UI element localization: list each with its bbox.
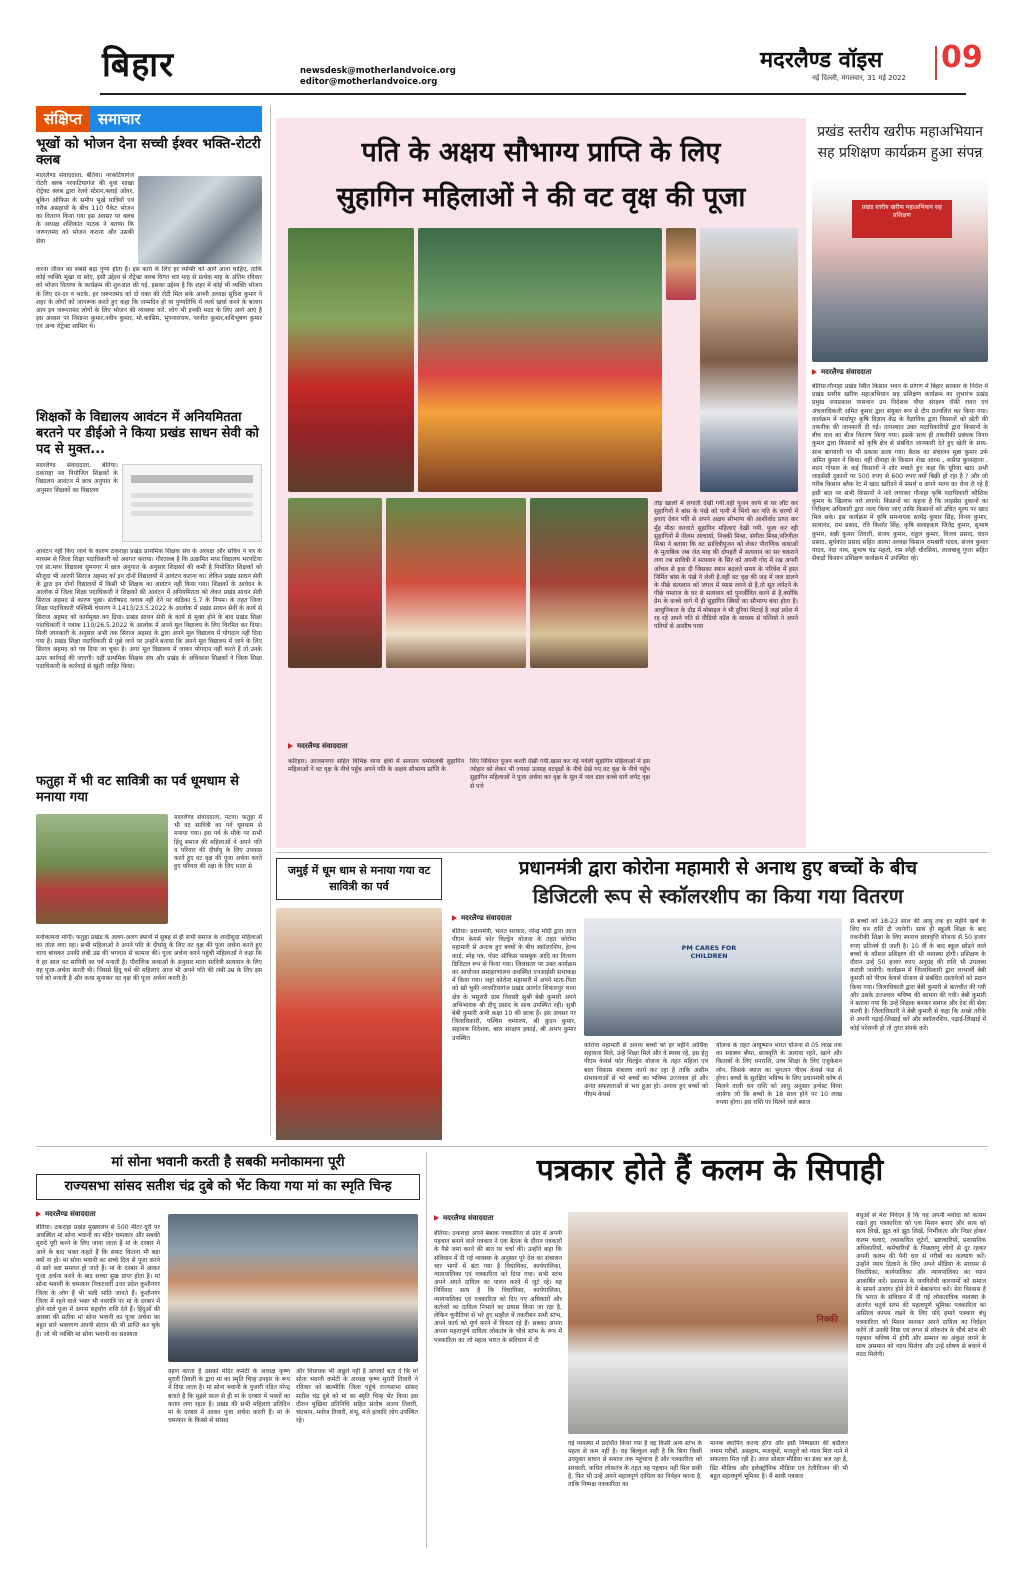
brief2-intro: मदरलैण्ड संवाददाता, बेतिया। ठकराहा नव नियोजित शिक्षकों के विद्यालय आवंटन में छात्र अनुपात के अनुसार शिक्षकों का विद्यालय: [36, 462, 118, 494]
kharif-title: प्रखंड स्तरीय खरीफ महाअभियान सह प्रशिक्षण कार्यक्रम हुआ संपन्न: [817, 124, 983, 161]
email-newsdesk[interactable]: newsdesk@motherlandvoice.org: [300, 66, 456, 76]
fatuha-puja-photo: [36, 814, 168, 924]
video-call-selfie-photo: [700, 228, 798, 492]
pm-text-col1: बेतिया। प्रधानमंत्री, भारत सरकार, नरेन्द्र मोदी द्वारा आज पीएम केयर्स फोर चिल्ड्रेन योजना के तहत कोरोना महामारी से अनाथ हुए बच्चों के बीच स्कॉलरशिप, हेल्थ कार्ड, स्नेह पत्र, पोस्ट ऑफिस पासबुक आदि का वितरण डिजिटल रूप से किया गया। जिलास्तर पर उक्त कार्यक्रम का आयोजन समाहरणालय अवस्थित एनआईसी सभाकक्ष में किया गया। जहां कोरोना महामारी में अपने माता-पिता को खो चुकी नरकटियागंज प्रखंड अंतर्गत शिकारपुर थाना क्षेत्र के भसुरारी ग्राम निवासी सुश्री बेबी कुमारी अपने अभिभावक श्री दीपू प्रसाद के साथ उपस्थित रही। सुश्री बेबी कुमारी अभी कक्षा 10 की छात्रा है। इस अवसर पर जिलाधिकारी, पश्चिम चम्पारण, श्री कुंदन कुमार, सहायक निदेशक, बाल संरक्षण इकाई, श्री अभय कुमार उपस्थित: [452, 928, 576, 1042]
main-headline-line1: पति के अक्षय सौभाग्य प्राप्ति के लिए: [361, 137, 721, 168]
briefs-tag: [36, 106, 262, 132]
section-name: बिहार: [102, 45, 174, 85]
journalist-portrait-photo: [568, 1212, 848, 1434]
mobile-selfie-small: [666, 228, 696, 300]
kharif-banner: प्रखंड स्तरीय खरीफ महाअभियान सह प्रशिक्षण: [852, 200, 952, 238]
tag-sankshipt: संक्षिप्त: [36, 106, 90, 132]
pm-text-col3: योजना के तहत आयुष्मान भारत योजना से 05 लाख तक का स्वास्थ्य बीमा, छात्रवृत्ति के अलावा रहने, खाने और किताबों के लिए धनराशि, उच्च शिक्षा के लिए एजुकेशन लोन, जिसके ब्याज का भुगतान पीएम केयर्स फंड से होगा। बच्चों के सुरक्षित भविष्य के लिए प्रधानमंत्री कोष से मिलने वाली धन राशि को आयु अनुसार इन्वेस्ट किया जायेगा जो कि बच्चों के 18 साल होने पर 10 लाख रुपया होगा। इस राशि पर मिलने वाले ब्याज: [716, 1042, 842, 1107]
patrakar-text-col4: बंधुओं से मेरा निवेदन है कि वह अपनी मर्यादा को कायम रखते हुए पत्रकारिता को एक मिशन बनाएं और सत्य को सत्य लिखें, झूठ को झूठ लिखें, निर्भीकता और निडर होकर कलम चलाएं, तथाकथित लुटेरों, भ्रष्टाचारियों, प्रशासनिक अधिकारियों, कर्मचारियों के पिछलग्गू लोगों से दूर रहकर अपनी कलम की पैनी धार से गरीबों का कल्याण करें। उन्होंने न्याय दिलाने के लिए अपने मीडिया के माध्यम से विधायिका, कार्यपालिका और न्यायपालिका का ध्यान आकर्षित करें। प्रशासन के जनविरोधी कारनामों को समाज के सामने उजागर होने देने में बेबाकपन करें। मेरा विश्वास है कि भारत के संविधान में दी गई लोकतांत्रिक व्यवस्था के अंतर्गत चतुर्थ स्तंभ की महत्वपूर्ण भूमिका पत्रकारिता का अस्तित्व कायम रखने के लिए यदि हमारे पत्रकार बंधु पत्रकारिता को मिशन मानकर अपने दायित्व का निर्वहन करेंगे तो उनकी निष्ठा एवं लगन से लोकतंत्र के चौथे स्तंभ की पहचान भविष्य में होगी और सम्मान का अंकुश लगने के साथ असमान को न्याय मिलेगा और उन्हें शोषण से बचाने में मदद मिलेगी।: [856, 1212, 986, 1359]
sona-bhawani-story: [36, 1152, 420, 1548]
sona-title: राज्यसभा सांसद सतीश चंद्र दुबे को भेंट किया गया मां का स्मृति चिन्ह: [36, 1174, 420, 1200]
main-byline: मदरलैण्ड संवाददाता: [288, 742, 348, 751]
brief3-title: फतुहा में भी वट सावित्री का पर्व धूमधाम से मनाया गया: [36, 774, 239, 805]
pm-cares-story: [448, 856, 988, 1142]
pm-headline-line2: डिजिटली रूप से स्कॉलरशीप का किया गया वितरण: [532, 884, 904, 908]
brief1-intro: मदरलैण्ड संवाददाता, बेतिया। नरकटियागंज रोटरी क्लब नरकटियागंज की युवा शाखा रोट्रेक्ट क्लब द्वारा रेलवे स्टेशन,फ्लाई ओवर, बुकिंग ऑफिस के समीप भूखे यात्रियों एवं गरीब असहायों के बीच 110 पैकेट भोजन का वितरण किया गया इस अवसर पर क्लब के अध्यक्ष शशिकांत पाठक ने बताया कि जरूरतमंद को भोजन कराना और उसकी सेवा: [36, 172, 134, 245]
sona-text-col2: ग्रहण करता है उसको मंदिर कमेटी के अध्यक्ष कृष्ण मुरारी तिवारी के द्वारा मां का स्मृति चिन्ह उपहार के रूप में दिया जाता है। मां सोना भवानी के पुजारी पंडित नरेन्द्र बताते हैं कि मुझरे काल से ही मां के दरबार में भक्तों का कतार लगा रहता है। प्रखंड की सभी महिलाएं प्रतिदिन मां के दरबार में आकर पूजा अर्चना करती हैं। मां के चमत्कार के किस्से से सांसद: [168, 1368, 290, 1425]
page-header: [0, 0, 1024, 100]
jamui-story: [276, 858, 442, 1140]
pm-headline-line1: प्रधानमंत्री द्वारा कोरोना महामारी से अनाथ हुए बच्चों के बीच: [518, 858, 918, 879]
masthead-title: मदरलैण्ड वॉइस: [760, 48, 883, 73]
sona-byline: मदरलैण्ड संवाददाता: [36, 1210, 96, 1219]
vat-puja-photo-1: [288, 228, 414, 492]
brief2-body: आवंटन नहीं किए जाने के कारण ठकराहा प्रखंड प्राथमिक शिक्षक संघ के अध्यक्ष और सचिव ने पत्र के माध्यम से जिला शिक्षा पदाधिकारी को अवगत कराया। गौरतलब है कि उत्क्रमित मध्य विद्यालय भरपटिया एवं प्रा.मध्य विद्यालय घुमनगर में छात्र अनुपात के अनुसार शिक्षकों की कमी है नियोजित शिक्षकों को मौजूदा भी आरपी सिराज अहमद को इन दोनों विद्यालयों में आवंटन कराना था। लेकिन प्रखंड साधन सेवी के द्वारा इन दोनों विद्यालयों में किसी भी शिक्षक का आवंटन नहीं किया गया। शिक्षकों के आवेदन के आलोक में जिला शिक्षा पदाधिकारी ने शिक्षकों की आवंटन में अनियमितता को लेकर प्रखंड साधन सेवी सिराज अहमद से कारण पूछा। संतोषप्रद जवाब नहीं देने पर कंडिका 5.7 के नियम। के तहत जिला शिक्षा पदाधिकारी पश्चिमी चंपारण ने 1413/23.5.2022 के आलोक में प्रखंड साधन सेवी के कार्य से सिराज अहमद को कार्यमुक्त कर दिया। प्रखंड साधन सेवी के कार्य से मुक्त होने के बाद प्रखंड शिक्षा पदाधिकारी ने पत्रांक 110/26.5.2022 के आलोक में अपने मूल विद्यालय के लिए विरमित कर दिया। मिली जानकारी के अनुसार अभी तक सिराज अहमद के द्वारा अपने मूल विद्यालय में योगदान नहीं दिया गया है। प्रखंड शिक्षा पदाधिकारी से पूछे जाने पर उन्होंने बताया कि अपने मूल विद्यालय में जाने के लिए सिराज अहमद को पत्र दिया जा चुका है। अगर मूल विद्यालय में जाकर योगदान नहीं करते हैं तो उनके ऊपर कार्रवाई की जाएगी। वहीं प्राथमिक शिक्षक संघ और प्रखंड के अधिकांश शिक्षकों ने जिला शिक्षा पदाधिकारी के कार्रवाई से खुशी जाहिर किया।: [36, 548, 262, 670]
brief3-intro: मदरलैण्ड संवाददाता, पटना। फतुहा में भी वट सावित्री का पर्व धूमधाम से मनाया गया। इस पर्व के मौके पर सभी हिंदू समाज की महिलाओं ने अपने पति व परिवार की दीर्घायु के लिए उपवास करते हुए वट वृक्ष की पूजा अर्चना करते हुए परिवार की रक्षा के लिए माता से: [174, 814, 262, 871]
sona-text-col3: और विधायक भी अछूते नहीं है आपको बता दें कि मां सोना भवानी कमेटी के अध्यक्ष कृष्ण मुरारी तिवारी ने रविवार को बाल्मीकि जिला पहुंचे राज्यसभा सांसद सतीश चंद्र दुबे को मां का स्मृति चिन्ह भेंट किया इस दौरान मुखिया प्रतिनिधि सहित संतोष अजय तिवारी, चंदभान, मनोज तिवारी, शंभू, मंजे इत्यादि लोग उपस्थित रहे।: [296, 1368, 418, 1425]
brief3-body: मनोकामना मांगी। फतुहा प्रखंड के अलग-अलग स्थानों में सुबह से ही सभी समाज के शादीशुदा महिलाओं का तांता लगा रहा। सभी महिलाओं ने अपने पति के दीर्घायु के लिए वट वृक्ष की पूजा अर्चना करते हुए धागा बांधकर उनकी लंबी उम्र की भगवान से कामना की। पूजा अर्चना करने पहुंची महिलाओं ने कहा कि ये हर साल वट सावित्री का पर्व मनाती है। पौराणिक कथाओं के अनुसार माता सावित्री सत्यवान के लिए यह पूजा-अर्चना करती थी। जिससे हिंदू धर्म की महिलाएं आज भी अपने पति की लंबी उम्र के लिए इस पर्व को मनाती है और कथा सुनाकर वट वृक्ष की पूजा अर्चना करती है।: [36, 934, 262, 983]
photo-sign-text: निक्की: [816, 1315, 838, 1325]
jamui-title: जमुई में धूम धाम से मनाया गया वट सावित्री का पर्व: [276, 858, 442, 900]
vat-puja-photo-3: [288, 498, 382, 668]
pm-text-col4: से बच्चों को 18-23 साल की आयु तक हर महीने खर्च के लिए धन राशि दी जायेगी। साथ ही स्कूली शिक्षा के बाद तकनीकी शिक्षा के लिए स्वनाथ छात्रवृत्ति योजना से 50 हजार रुपए प्रतिवर्ष दी जाती है। 10 वीं के बाद स्कूल छोड़ने वाले बच्चों के कौशल प्रशिक्षण की भी व्यवस्था होगी। प्रशिक्षण के दौरान उन्हें 50 हजार रुपए अनुग्रह की राशि भी उपलब्ध करायी जायेगी। कार्यक्रम में जिलाधिकारी द्वारा लाभार्थी बेबी कुमारी को पीएम केयर्स योजना से संबंधित दस्तावेजों को प्रदान किया गया। जिलाधिकारी द्वारा बेबी कुमारी से बातचीत की गयी और उसके उज्जवल भविष्य की कामना की गयी। बेबी कुमारी ने बताया गया कि उन्हें शिक्षक बनकर समाज और देश की सेवा करनी है। जिलाधिकारी ने बेबी कुमारी से कहा कि अच्छे तरीके से अपनी पढ़ाई-लिखाई करें और स्कॉलरशिप, पढ़ाई-लिखाई में कोई परेशानी हो तो तुरंत संपर्क करें।: [850, 918, 986, 1032]
official-letter-photo: [122, 464, 262, 542]
tag-samachar: समाचार: [90, 106, 262, 132]
pm-byline: मदरलैण्ड संवाददाता: [452, 914, 512, 923]
email-editor[interactable]: editor@motherlandvoice.org: [300, 77, 438, 87]
brief1-title: भूखों को भोजन देना सच्ची ईश्वर भक्ति-रोटरी क्लब: [36, 136, 261, 168]
jamui-woman-photo: [276, 908, 442, 1140]
vat-puja-photo-4: [386, 498, 526, 668]
sona-kicker: मां सोना भवानी करती है सबकी मनोकामना पूरी: [111, 1154, 345, 1170]
patrakar-byline: मदरलैण्ड संवाददाता: [434, 1214, 494, 1223]
main-text-col2: लिए विधिवत पूजन करती देखी गयी.खास कर नई नवेली सुहागिन महिलाओं में इस त्योहार को लेकर भी ज्यादा उत्साह वटवृक्षों के नीचे देखे गए.वट वृक्ष के नीचे पहुँच सुहागिन महिलाओं ने पूजा अर्चना कर वृक्ष के मूल में जल डाल कच्चे धागे लपेट वृक्ष से पत्ते: [470, 758, 650, 790]
brief1-body: करना जीवन का सबसे बड़ा पुण्य होता है। इस कार्य के लिए हर व्यक्ति को आगे आना चाहिए, ताकि कोई व्यक्ति भूखा ना सोए, इसी उद्देश्य से रोट्रेक्ट क्लब विगत चार माह से प्रत्येक माह के अंतिम रविवार को भोजन वितरण के कार्यक्रम की शुरुआत की गई. इसका उद्देश्य है कि शहर में कोई भी व्यक्ति भोजन के लिए दर-दर न भटके. हर जरूरतमंद को दो वक्त की रोटी मिल सके अपनी अध्यक्ष सुदिश कुमार ने शहर के लोगों को जागरूक करते हुए कहा कि जन्मदिन हो या पुण्यतिथि में व्यर्थ खर्चा करने के बजाय आप इन जरूरतमंद लोगों के लिए भोजन की व्यवस्था करें. लोग भी इनकी मदद के लिए आगे आएं है इस अवसर पर निशान्त कुमार,नवीन कुमार, मो.कासिम, भूपनारायण, परनीत कुमार,शशिभूषण कुमार एवं अन्य रोट्रेक्ट शामिल थे।: [36, 266, 262, 331]
page-number: 09: [941, 40, 983, 75]
main-text-col1: कटिहार। आजमनगर सहित विभिन्न थाना क्षेत्रों में सनातन धर्मावलंबी सुहागिन महिलाओं ने वट वृक्ष के नीचे पहुँच अपने पति के अक्षय सौभाग्य प्राप्ति के: [288, 758, 464, 774]
main-story: [276, 118, 806, 848]
vat-puja-photo-5: [530, 498, 648, 668]
kharif-photo: [812, 174, 988, 362]
main-headline-line2: सुहागिन महिलाओं ने की वट वृक्ष की पूजा: [336, 182, 746, 213]
kharif-story: [812, 120, 988, 848]
pm-cares-photo: [584, 918, 842, 1036]
rotary-food-photo: [138, 176, 262, 264]
vat-puja-photo-2: [418, 228, 662, 492]
sona-text-col1: बेतिया। ठकराहा प्रखंड मुख्यालय से 500 मीटर दूरी पर अवस्थित मां सोना भवानी का मंदिर चमत्कार और सबकी मुरादें पूरी करने के लिए जाना जाता है मां के दरबार में आने के बाद भक्त कहते हैं कि संकट कितना भी बड़ा क्यों ना हो। मां सोना भवानी का सच्चे दिल से पूजा करने से सारे कष्ट समाप्त हो जाते हैं। मां के दरबार में आकर पूजा अर्चना करने के बाद सच्चा सुख प्राप्त होता है। मां सोना भवानी के चमत्कार निकटवर्ती उत्तर प्रदेश कुशीनगर जिला के लोग हैं भी भली भांति जानते हैं। कुशीनगर जिला में रहने वाले भक्त भी नवरात्रि पर मां के दरबार में होने वाले पूजा में अपना सहयोग राशि देते हैं। हिंदुओं की आस्था की प्रतीक मां सोना भवानी का पूजा अर्चना का बहुत सारे भक्तगण अपनी संतान की भी प्राप्ति कर चुके हैं। जो भी व्यक्ति मां सोना भवानी का सदस्यता: [36, 1224, 160, 1338]
kharif-byline: मदरलैण्ड संवाददाता: [812, 368, 988, 377]
patrakar-text-col2: गई व्यवस्था में प्रदर्शित किया गया है वह किसी अन्य स्तंभ के महत्व से कम नहीं है। यह बिल्कुल सही है कि बिना किसी उपयुक्त साधन से समाज तक पहुंचाना है और पत्रकारिता को सरकारी, कथित लोकतंत्र के तहत वह पहचान नहीं मिल सकी है, फिर भी उन्हें अपने महत्वपूर्ण दायित्व का निर्वहन करना है, ताकि निष्पक्ष पत्रकारिता का: [568, 1440, 702, 1489]
main-text-col3: तोड़ खालों में लगाती देखीं गयी.वहीं पूजन कार्य से घर लौट कर सुहागिनों ने बांस के पंखे को पानी में भिंगो कर पति के चरणों में हवाएं देकर पति से अपने अक्षय सौभाग्य की आशीर्वाद प्राप्त कर मुँह मीठा करवाते सुहागिन महिलाएं देखी गयी. पूजा कर रही सुहागिनों में नीलम आचार्या, निक्की मिश्रा, संगीता मिश्रा,परिणीता मिश्रा ने बताया कि वट सावित्रीपूजन को लेकर पौराणिक कथाओं के मुताबिक जब जेठ माह की दोपहरी में सत्यवान का सर चकराने लगा तब सावित्री ने सत्यवान के सिर को अपनी गोद में रख अपनी आँचल से हवा दी जिसका स्थान बदलते समय के परिवेश में हस्त निर्मित बांस के पंखे ने लेली है.वहीं वट वृक्ष की जड़ में जल डालने के पीछे सत्यवान को जंगल में प्यास लगने से है.तो सूत लपेटने के पीछे यमराज के घर से सत्यवान को पुनर्जीवित करने से है.क्योंकि प्रेम के कच्चे धागे में ही सुहागिन स्त्रियों का सौभाग्य बंधा होता है। आधुनिकता के दौड़ में मोबाइल ने भी दूरियां मिटाई है जहां प्रदेश में रह रहे अपने पति से वीडियो कॉल के माध्यम से पत्नियो ने अपने पतियों से आशीष पाया: [654, 500, 798, 631]
patrakar-text-col1: बेतिया। ठकराहा अपने बेबाक पत्रकारिता से प्रांत में अपनी पहचान बनाने वाले पत्रकार ने एक बैठक के दौरान पत्रकारों के पैसे जमा करने की बात पर चर्चा की। उन्होंने कहा कि संविधान में दी गई व्यवस्था के अनुसार पूरे देश का संचालन चार भागों में बंटा गया है विधायिका, कार्यपालिका, न्यायपालिका एवं पत्रकारिता को दिया गया। सभी स्तंभ अपने अपने दायित्व का पालन करने में जुटे रहे। यह निर्विवाद सत्य है कि विधायिका, कार्यपालिका, न्यायपालिका एवं पत्रकारिता को दिए गए अधिकारों और कर्तव्यों का दायित्व निभाने का प्रयास किया जा रहा है, लेकिन चुनौतियां से भरे हुए माहौल में तकरीबन सभी स्तंभ, अपने कार्य को पूर्ण करने में विफल रहे हैं। सबका अपना अपना महत्वपूर्ण दायित्व लोकतंत्र के चौथे स्तंभ के रूप में पत्रकारिता का जो महत्व भारत के संविधान में दी: [434, 1230, 562, 1344]
dateline: नई दिल्ली, मंगलवार, 31 मई 2022: [812, 74, 906, 82]
kharif-body: बेतिया।गौनाहा प्रखंड स्थित किसान भवन के प्रांगण में बिहार सरकार के निर्देश में प्रखंड स्तरीय खरीफ महाअभियान सह प्रशिक्षण कार्यक्रम का शुभारंभ प्रखंड प्रमुख जयप्रकाश पासवान उप निदेशक पौधा संरक्षण रॉकी रावत एवं अंचलाधिकारी अमित कुमार द्वारा संयुक्त रूप से दीप प्रज्वलित कर किया गया। कार्यक्रम में माधोपुर कृषि विज्ञान केंद्र के वैज्ञानिक द्वारा किसानों को खेती की तकनीक की जानकारी दी गई। तत्पश्चात उक्त पदाधिकारियों द्वारा किसानों के बीच धान का बीज वितरण किया गया। इसके साथ ही तकनीकी प्रबंधक विनय कुमार द्वारा किसानों को कृषि क्षेत्र से संबंधित जानकारी देते हुए खेती के साथ-साथ बागवानी पर भी प्रकाश डाला गया। बैठक का संचालन मुन्ना कुमार उर्फ अमित कुमार ने किया। वहीं दौनाहा के किसान शेख आरस , कसैया कुरसहाना , मदन गोपाल के कई किसानों ने शोर मचाते हुए कहा कि यूरिया खाद अभी लाइसेंसी दुकानों पर 500 रुपए से 600 रुपए क्यों बिक्री हो रहा है ? और जो गरीब किसान ब्लैक रेट में खाद खरीदने में समर्थ व अपने भाग्य का रोना रो रहे हैं इसी बात पर सभी किसानों ने नारे लगाकर गौनाहा कृषि पदाधिकारी कौशिक कुमार के खिलाफ नारे लगाये। किसानों का कहना है कि लाइसेंस दुकानों का निरीक्षण अधिकारी द्वारा जल्द किया जाए ताकि किसानों को उचित मूल्य पर खाद मिल सके। इस कार्यक्रम में कृषि समन्वयक सत्येंद्र कुमार सिंह, विनय कुमार, सत्यानंद, राम प्रसाद, रवि किशोर सिंह, कृषि सलाहकार जितेंद्र कुमार, सुभाष कुमार, सन्नी कुमार तिवारी, संजय कुमार, राहुल कुमार, विजय प्रसाद, चंदन प्रसाद, सूर्यकांत प्रसाद सहित आत्मा अध्यक्ष किसान रामबारी यादव, संजय कुमार यादव, नंदा नाथ, सुभाष चंद्र महतो, राम स्नेही चौरसिया, लालबाबू गुप्ता सहित सैकड़ों किसान प्रशिक्षण कार्यक्रम में उपस्थित रहे।: [812, 383, 988, 563]
pm-text-col2: कोरोना महामारी से अनाथ बच्चों को हर महीने आर्थिक सहायता मिले, उन्हें शिक्षा मिले और वे स्वस्थ रहें, इस हेतु पीएम केयर्स फोर चिल्ड्रेन योजना के तहत महिला एवं बाल विकास मंत्रालय कार्य कर रहा है ताकि असीम संभावनाओं से भरे बच्चों का भविष्य उज्जवल हो और अनंत सफलताओं से भरा हुआ हो। अनाथ हुए बच्चों को पीएम केयर्स: [584, 1042, 708, 1099]
patrakar-story: [432, 1150, 988, 1550]
briefs-column: [36, 106, 262, 1136]
brief2-title: शिक्षकों के विद्यालय आवंटन में अनियमितता बरतने पर डीईओ ने किया प्रखंड साधन सेवी को पद से मुक्त...: [36, 410, 259, 457]
pm-cares-banner: PM CARES FOR CHILDREN: [681, 944, 737, 960]
memento-presentation-photo: [168, 1214, 418, 1362]
patrakar-text-col3: मानक स्थापित करना होगा और इसी निष्पक्षता की बदौलत तमाम गरीबों, असहाय, मजलूमों, मजदूरों को न्याय मिल पाने में सफलता मिल रही है। आज सोशल मीडिया का डंका बज रहा है, प्रिंट मीडिया और इलेक्ट्रॉनिक मीडिया एवं टेलीविजन की भी बहुत महत्वपूर्ण भूमिका है। मैं साथी पत्रकार: [710, 1440, 848, 1480]
patrakar-headline: पत्रकार होते हैं कलम के सिपाही: [536, 1153, 884, 1188]
